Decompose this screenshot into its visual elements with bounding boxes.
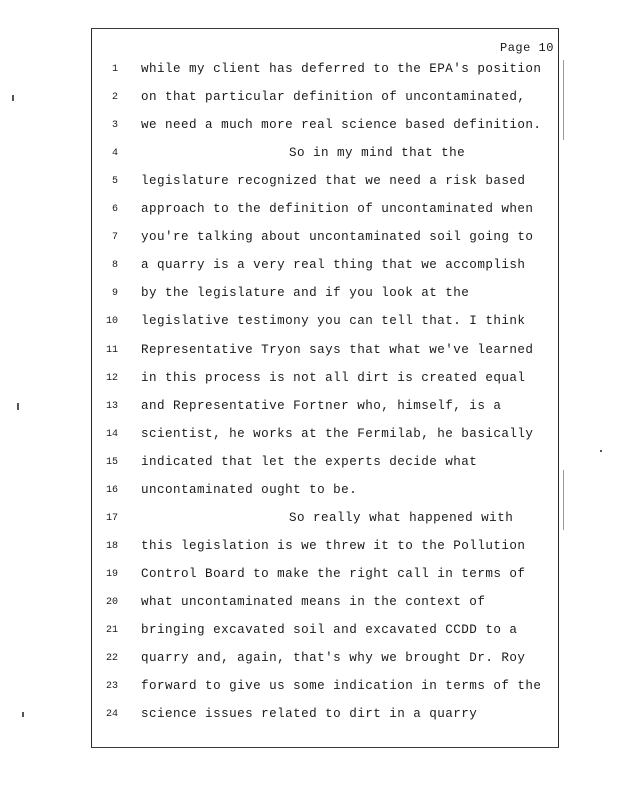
transcript-line [0, 314, 618, 334]
line-number: 24 [105, 709, 118, 721]
line-text: legislative testimony you can tell that. I think [141, 314, 526, 329]
line-text: uncontaminated ought to be. [141, 482, 358, 497]
line-text: we need a much more real science based definition. [141, 118, 542, 133]
line-text: quarry and, again, that's why we brought Dr. Roy [141, 651, 526, 666]
transcript-line [0, 62, 618, 82]
line-text: So in my mind that the [289, 146, 466, 161]
line-number: 8 [111, 260, 118, 272]
line-number: 10 [105, 316, 118, 328]
line-number: 15 [105, 456, 118, 468]
line-number: 22 [105, 653, 118, 665]
transcript-line [0, 371, 618, 391]
line-number: 6 [111, 204, 118, 216]
line-number: 16 [105, 484, 118, 496]
line-number: 18 [105, 540, 118, 552]
page-number: Page 10 [500, 41, 554, 55]
line-text: approach to the definition of uncontaminated when [141, 202, 534, 217]
line-number: 19 [105, 568, 118, 580]
line-text: what uncontaminated means in the context of [141, 594, 486, 609]
line-text: you're talking about uncontaminated soil going to [141, 230, 534, 245]
scan-speck [600, 450, 602, 452]
transcript-line [0, 623, 618, 643]
line-number: 1 [111, 64, 118, 75]
line-number: 23 [105, 681, 118, 693]
line-number: 4 [111, 148, 118, 160]
line-number: 17 [105, 512, 118, 524]
line-number: 7 [111, 232, 118, 244]
line-text: this legislation is we threw it to the Pollution [141, 538, 526, 553]
transcript-line [0, 286, 618, 306]
line-number: 11 [105, 344, 118, 356]
line-number: 14 [105, 428, 118, 440]
transcript-line [0, 707, 618, 727]
transcript-line [0, 174, 618, 194]
line-text: in this process is not all dirt is created equal [141, 370, 526, 385]
transcript-line [0, 258, 618, 278]
transcript-line [0, 455, 618, 475]
line-text: by the legislature and if you look at the [141, 286, 470, 301]
transcript-line [0, 146, 618, 166]
transcript-line [0, 343, 618, 363]
transcript-line [0, 651, 618, 671]
line-text: bringing excavated soil and excavated CCDD to a [141, 623, 518, 637]
transcript-line [0, 427, 618, 447]
line-text: scientist, he works at the Fermilab, he basically [141, 426, 534, 441]
line-number: 3 [111, 120, 118, 132]
transcript-line [0, 483, 618, 503]
line-number: 9 [111, 288, 118, 300]
transcript-line [0, 230, 618, 250]
line-number: 13 [105, 400, 118, 412]
transcript-line [0, 202, 618, 222]
line-text: science issues related to dirt in a quarry [141, 707, 478, 722]
line-text: legislature recognized that we need a risk based [141, 174, 526, 189]
line-text: So really what happened with [289, 510, 514, 525]
line-text: on that particular definition of uncontaminated, [141, 90, 526, 105]
transcript-line [0, 511, 618, 531]
line-text: Control Board to make the right call in terms of [141, 566, 526, 581]
line-text: indicated that let the experts decide what [141, 454, 478, 469]
line-number: 12 [105, 372, 118, 384]
line-text: Representative Tryon says that what we've learned [141, 342, 534, 357]
line-number: 20 [105, 596, 118, 608]
transcript-line [0, 679, 618, 699]
transcript-line [0, 118, 618, 138]
line-number: 2 [111, 92, 118, 104]
line-text: a quarry is a very real thing that we accomplish [141, 258, 526, 273]
transcript-line [0, 90, 618, 110]
transcript-line [0, 399, 618, 419]
line-text: while my client has deferred to the EPA's position [141, 62, 542, 76]
line-number: 21 [105, 625, 118, 636]
line-number: 5 [111, 176, 118, 188]
line-text: and Representative Fortner who, himself, is a [141, 398, 502, 413]
transcript-line [0, 567, 618, 587]
transcript-line [0, 539, 618, 559]
transcript-line [0, 595, 618, 615]
line-text: forward to give us some indication in terms of the [141, 679, 542, 694]
